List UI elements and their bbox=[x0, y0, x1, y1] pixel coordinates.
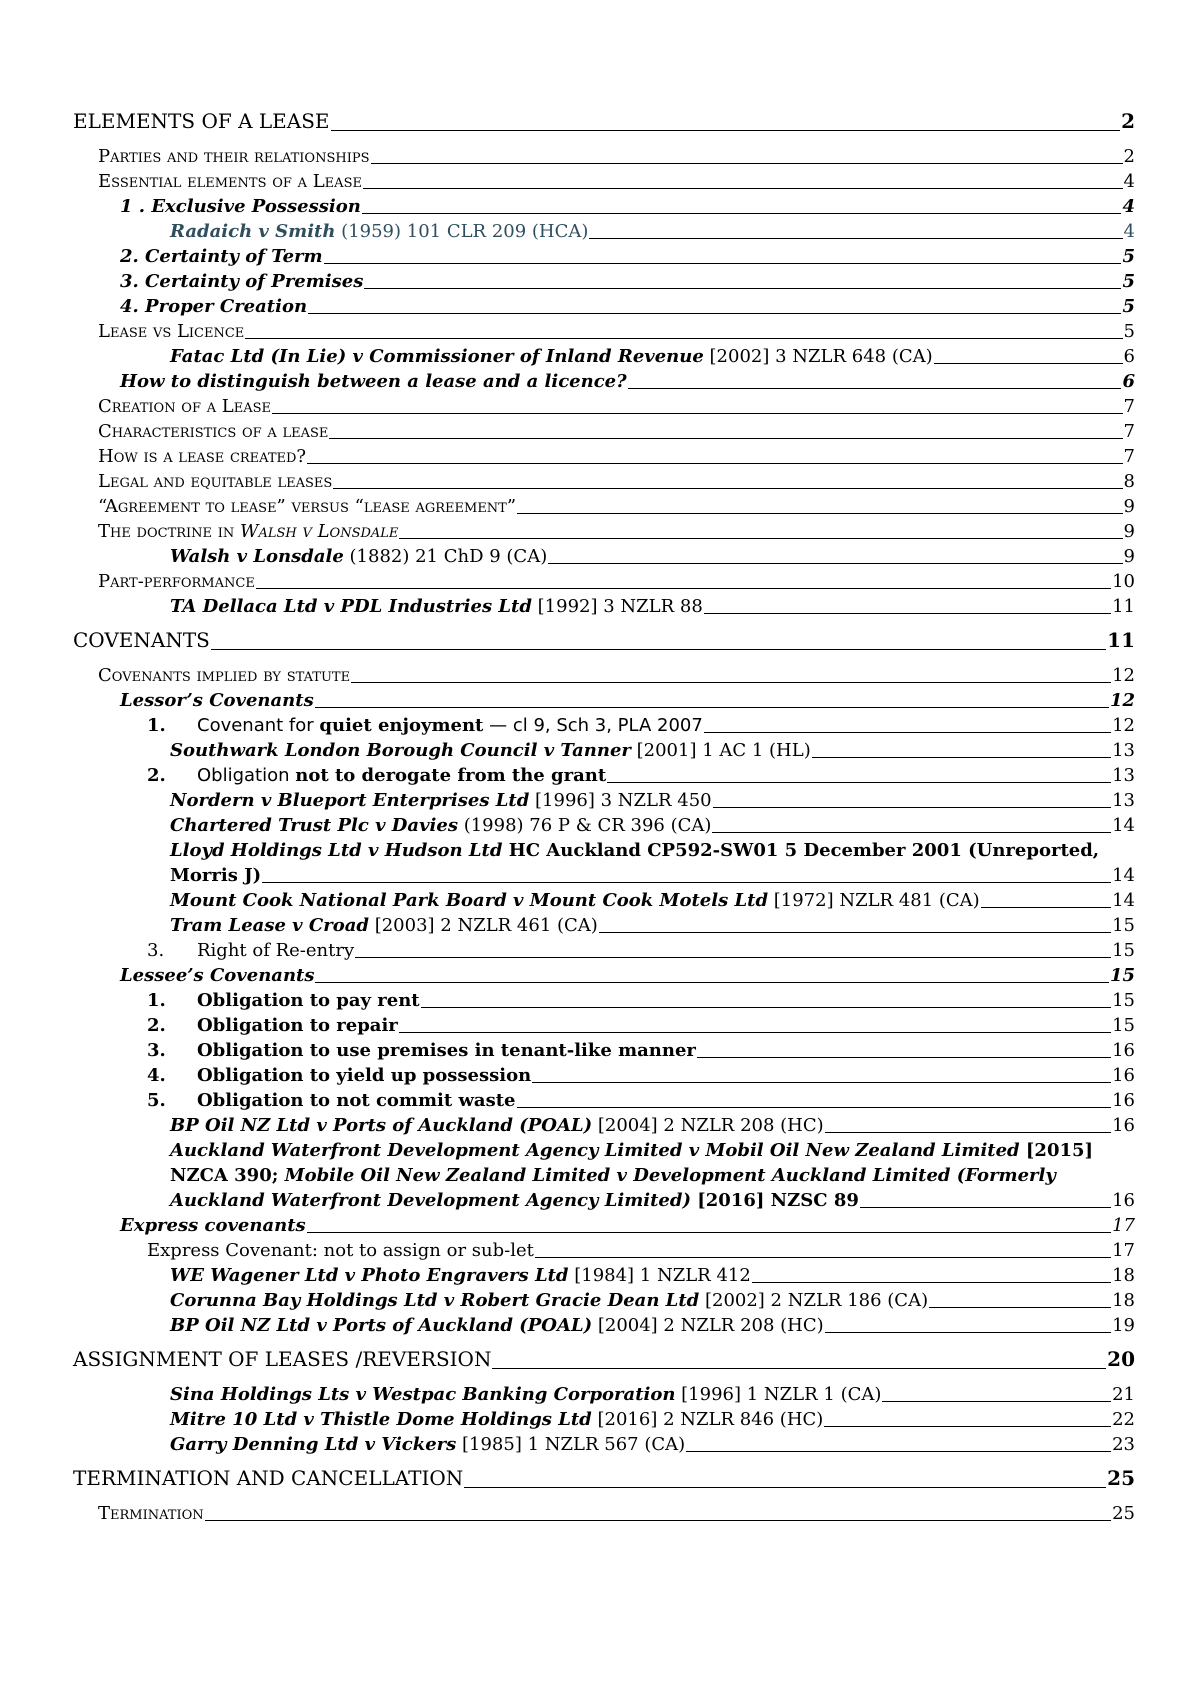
toc-entry-nordern[interactable] bbox=[73, 788, 1135, 813]
toc-page-number: 12 bbox=[1109, 690, 1135, 711]
toc-entry-title: How is a lease created? bbox=[98, 446, 307, 467]
case-citation: (1998) 76 P & CR 396 (CA) bbox=[457, 815, 712, 836]
toc-page-number: 15 bbox=[1112, 990, 1135, 1011]
toc-page-number: 25 bbox=[1107, 1466, 1135, 1490]
case-name: Auckland Waterfront Development Agency Limited v Mobil Oil New Zealand Limited bbox=[170, 1140, 1020, 1161]
toc-entry-lessor[interactable] bbox=[73, 688, 1135, 713]
leader-line bbox=[492, 1368, 1106, 1369]
toc-entry-mount-cook[interactable] bbox=[73, 888, 1135, 913]
leader-line bbox=[307, 1232, 1111, 1233]
toc-page-number: 17 bbox=[1112, 1240, 1135, 1261]
toc-entry-title: Obligation to not commit waste bbox=[197, 1090, 516, 1111]
toc-entry-corunna[interactable] bbox=[73, 1288, 1135, 1313]
item-number: 5. bbox=[147, 1090, 166, 1111]
toc-entry-title: Obligation to use premises in tenant-like manner bbox=[197, 1040, 696, 1061]
leader-line bbox=[825, 1132, 1111, 1133]
leader-line bbox=[421, 1007, 1111, 1008]
toc-entry-mitre[interactable] bbox=[73, 1407, 1135, 1432]
case-name: Mount Cook National Park Board v Mount Cook Motels Ltd bbox=[170, 890, 769, 911]
leader-line bbox=[351, 682, 1111, 683]
case-citation: (1882) 21 ChD 9 (CA) bbox=[343, 546, 548, 567]
leader-line bbox=[812, 757, 1111, 758]
case-name: Corunna Bay Holdings Ltd v Robert Gracie Dean Ltd bbox=[170, 1290, 700, 1311]
item-number: 3. bbox=[147, 1040, 166, 1061]
leader-line bbox=[752, 1282, 1111, 1283]
item-number: 2. bbox=[147, 1015, 166, 1036]
leader-line bbox=[548, 563, 1122, 564]
case-name-2: Mobile Oil New Zealand Limited v Development Auckland Limited (Formerly bbox=[284, 1165, 1056, 1186]
toc-page-number: 17 bbox=[1112, 1215, 1135, 1236]
toc-entry-quiet-enjoyment[interactable] bbox=[73, 713, 1135, 738]
toc-page-number: 12 bbox=[1112, 715, 1135, 736]
toc-page-number: 9 bbox=[1123, 521, 1135, 542]
toc-entry-distinguish[interactable] bbox=[73, 369, 1135, 394]
toc-page-number: 4 bbox=[1123, 171, 1135, 192]
toc-page-number: 11 bbox=[1107, 628, 1135, 652]
case-citation: [2002] 3 NZLR 648 (CA) bbox=[703, 346, 933, 367]
item-number: 1. bbox=[147, 990, 166, 1011]
toc-page-number: 7 bbox=[1123, 446, 1135, 467]
leader-line bbox=[364, 288, 1121, 289]
toc-entry-reentry[interactable] bbox=[73, 938, 1135, 963]
toc-entry-walsh[interactable] bbox=[73, 544, 1135, 569]
case-name: Southwark London Borough Council v Tanner bbox=[170, 740, 631, 761]
leader-line bbox=[929, 1307, 1111, 1308]
toc-entry-creation[interactable] bbox=[73, 394, 1135, 419]
leader-line bbox=[329, 438, 1122, 439]
toc-page-number: 16 bbox=[1112, 1115, 1135, 1136]
toc-heading-termination[interactable] bbox=[73, 1463, 1135, 1493]
case-citation-continued: Morris J) bbox=[170, 865, 262, 886]
toc-entry-part-performance[interactable] bbox=[73, 569, 1135, 594]
toc-entry-title: 2. Certainty of Term bbox=[120, 246, 323, 267]
leader-line bbox=[712, 832, 1111, 833]
toc-entry-title-bold: quiet enjoyment bbox=[319, 715, 484, 736]
toc-entry-derogate[interactable] bbox=[73, 763, 1135, 788]
toc-entry-title: Characteristics of a lease bbox=[98, 421, 329, 442]
leader-line bbox=[307, 463, 1122, 464]
case-name: Chartered Trust Plc v Davies bbox=[170, 815, 458, 836]
toc-entry-assign[interactable] bbox=[73, 1238, 1135, 1263]
case-citation: [1985] 1 NZLR 567 (CA) bbox=[456, 1434, 686, 1455]
toc-entry-chartered[interactable] bbox=[73, 813, 1135, 838]
leader-line bbox=[355, 957, 1111, 958]
item-number: 1. bbox=[147, 715, 166, 736]
toc-entry-southwark[interactable] bbox=[73, 738, 1135, 763]
leader-line bbox=[256, 588, 1111, 589]
toc-entry-fatac[interactable] bbox=[73, 344, 1135, 369]
toc-entry-title: Right of Re-entry bbox=[197, 940, 355, 961]
toc-entry-sina[interactable] bbox=[73, 1382, 1135, 1407]
toc-entry-garry[interactable] bbox=[73, 1432, 1135, 1457]
toc-entry-title: The doctrine in bbox=[98, 521, 240, 542]
toc-page-number: 9 bbox=[1123, 496, 1135, 517]
toc-entry-title: Covenant for bbox=[197, 715, 320, 736]
case-name: Walsh v Lonsdale bbox=[170, 546, 344, 567]
leader-line bbox=[211, 649, 1106, 650]
leader-line bbox=[934, 363, 1123, 364]
toc-entry-title: Termination bbox=[98, 1503, 204, 1524]
toc-entry-title: Parties and their relationships bbox=[98, 146, 370, 167]
toc-page-number: 11 bbox=[1112, 596, 1135, 617]
toc-entry-tenant-like[interactable] bbox=[73, 1038, 1135, 1063]
toc-page-number: 18 bbox=[1112, 1290, 1135, 1311]
toc-entry-repair[interactable] bbox=[73, 1013, 1135, 1038]
leader-line bbox=[589, 238, 1122, 239]
leader-line bbox=[882, 1401, 1111, 1402]
toc-entry-termination[interactable] bbox=[73, 1501, 1135, 1526]
toc-page-number: 20 bbox=[1107, 1347, 1135, 1371]
toc-page-number: 13 bbox=[1112, 765, 1135, 786]
case-name: Walsh v Lonsdale bbox=[240, 521, 399, 542]
case-name: BP Oil NZ Ltd v Ports of Auckland (POAL) bbox=[170, 1315, 593, 1336]
toc-entry-title: Essential elements of a Lease bbox=[98, 171, 362, 192]
toc-page-number: 6 bbox=[1122, 371, 1135, 392]
case-name: Tram Lease v Croad bbox=[170, 915, 369, 936]
item-number: 4. bbox=[147, 1065, 166, 1086]
leader-line bbox=[262, 882, 1111, 883]
toc-entry-title: “Agreement to lease” versus “lease agreement” bbox=[98, 496, 517, 517]
leader-line bbox=[686, 1451, 1111, 1452]
case-name: TA Dellaca Ltd v PDL Industries Ltd bbox=[170, 596, 532, 617]
toc-entry-title-bold: not to derogate from the grant bbox=[295, 765, 607, 786]
case-citation: [1984] 1 NZLR 412 bbox=[568, 1265, 751, 1286]
toc-page-number: 6 bbox=[1123, 346, 1135, 367]
toc-entry-legal-equitable[interactable] bbox=[73, 469, 1135, 494]
case-citation-3: [2016] NZSC 89 bbox=[690, 1190, 859, 1211]
toc-page-number: 15 bbox=[1112, 1015, 1135, 1036]
toc-entry-lease-vs-licence[interactable] bbox=[73, 319, 1135, 344]
toc-page-number: 14 bbox=[1112, 890, 1135, 911]
toc-entry-how-created[interactable] bbox=[73, 444, 1135, 469]
leader-line bbox=[315, 982, 1108, 983]
leader-line bbox=[697, 1057, 1111, 1058]
leader-line bbox=[824, 1426, 1111, 1427]
toc-page-number: 10 bbox=[1112, 571, 1135, 592]
toc-page-number: 14 bbox=[1112, 815, 1135, 836]
toc-page-number: 7 bbox=[1123, 421, 1135, 442]
toc-page-number: 4 bbox=[1123, 221, 1135, 242]
toc-entry-title: Legal and equitable leases bbox=[98, 471, 333, 492]
leader-line bbox=[599, 932, 1111, 933]
leader-line bbox=[517, 513, 1122, 514]
toc-entry-title: ASSIGNMENT OF LEASES /REVERSION bbox=[73, 1347, 492, 1371]
toc-entry-lessee[interactable] bbox=[73, 963, 1135, 988]
leader-line bbox=[628, 388, 1122, 389]
leader-line bbox=[245, 338, 1122, 339]
toc-page-number: 25 bbox=[1112, 1503, 1135, 1524]
toc-page-number: 23 bbox=[1112, 1434, 1135, 1455]
leader-line bbox=[371, 163, 1123, 164]
toc-entry-yield[interactable] bbox=[73, 1063, 1135, 1088]
leader-line bbox=[860, 1207, 1111, 1208]
toc-page-number: 2 bbox=[1121, 109, 1135, 133]
toc-page-number: 5 bbox=[1122, 296, 1135, 317]
toc-page-number: 7 bbox=[1123, 396, 1135, 417]
case-citation: (1959) 101 CLR 209 (HCA) bbox=[335, 221, 589, 242]
toc-page-number: 13 bbox=[1112, 740, 1135, 761]
toc-page-number: 4 bbox=[1122, 196, 1135, 217]
toc-entry-title: Obligation to pay rent bbox=[197, 990, 420, 1011]
toc-page-number: 13 bbox=[1112, 790, 1135, 811]
case-citation: [2016] 2 NZLR 846 (HC) bbox=[591, 1409, 824, 1430]
toc-entry-title: Obligation bbox=[197, 765, 296, 786]
case-citation: [2003] 2 NZLR 461 (CA) bbox=[368, 915, 598, 936]
toc-entry-certainty-term[interactable] bbox=[73, 244, 1135, 269]
toc-page-number: 15 bbox=[1112, 915, 1135, 936]
toc-entry-title: 3. Certainty of Premises bbox=[120, 271, 364, 292]
toc-entry-title: Part-performance bbox=[98, 571, 255, 592]
toc-page-number: 2 bbox=[1123, 146, 1135, 167]
toc-entry-agreement[interactable] bbox=[73, 494, 1135, 519]
leader-line bbox=[825, 1332, 1111, 1333]
leader-line bbox=[713, 807, 1111, 808]
case-citation: [1996] 3 NZLR 450 bbox=[529, 790, 712, 811]
leader-line bbox=[272, 413, 1123, 414]
toc-entry-title: Obligation to yield up possession bbox=[197, 1065, 532, 1086]
toc-page-number: 5 bbox=[1123, 321, 1135, 342]
leader-line bbox=[205, 1520, 1111, 1521]
case-name: Radaich v Smith bbox=[170, 221, 336, 242]
case-citation: HC Auckland CP592-SW01 5 December 2001 (Unreported, bbox=[502, 840, 1100, 861]
toc-entry-title-rest: — cl 9, Sch 3, PLA 2007 bbox=[483, 715, 703, 736]
toc-entry-title: Creation of a Lease bbox=[98, 396, 272, 417]
toc-entry-title: Lessee’s Covenants bbox=[120, 965, 315, 986]
leader-line bbox=[981, 907, 1111, 908]
leader-line bbox=[517, 1107, 1112, 1108]
toc-entry-dellaca[interactable] bbox=[73, 594, 1135, 619]
leader-line bbox=[362, 213, 1122, 214]
case-citation: [1972] NZLR 481 (CA) bbox=[768, 890, 980, 911]
toc-entry-certainty-premises[interactable] bbox=[73, 269, 1135, 294]
toc-entry-bp-oil-1[interactable] bbox=[73, 1113, 1135, 1138]
leader-line bbox=[331, 130, 1121, 131]
toc-entry-title: Lease vs Licence bbox=[98, 321, 245, 342]
toc-entry-characteristics[interactable] bbox=[73, 419, 1135, 444]
toc-entry-lloyd[interactable] bbox=[73, 838, 1135, 888]
case-citation: [2004] 2 NZLR 208 (HC) bbox=[592, 1315, 824, 1336]
toc-page-number: 18 bbox=[1112, 1265, 1135, 1286]
toc-heading-covenants[interactable] bbox=[73, 625, 1135, 655]
leader-line bbox=[607, 782, 1111, 783]
case-name-3: Auckland Waterfront Development Agency Limited) bbox=[170, 1190, 691, 1211]
case-name: Fatac Ltd (In Lie) v Commissioner of Inland Revenue bbox=[170, 346, 704, 367]
toc-entry-essential[interactable] bbox=[73, 169, 1135, 194]
leader-line bbox=[324, 263, 1122, 264]
table-of-contents bbox=[73, 106, 1135, 1526]
toc-entry-proper-creation[interactable] bbox=[73, 294, 1135, 319]
case-citation: [2001] 1 AC 1 (HL) bbox=[630, 740, 811, 761]
toc-entry-title: TERMINATION AND CANCELLATION bbox=[73, 1466, 464, 1490]
case-citation: [2002] 2 NZLR 186 (CA) bbox=[699, 1290, 929, 1311]
case-citation: [2015] bbox=[1019, 1140, 1094, 1161]
leader-line bbox=[308, 313, 1121, 314]
toc-page-number: 15 bbox=[1109, 965, 1135, 986]
toc-entry-doctrine[interactable] bbox=[73, 519, 1135, 544]
case-citation: [2004] 2 NZLR 208 (HC) bbox=[592, 1115, 824, 1136]
leader-line bbox=[464, 1487, 1106, 1488]
toc-entry-exclusive-possession[interactable] bbox=[73, 194, 1135, 219]
case-citation: [1996] 1 NZLR 1 (CA) bbox=[675, 1384, 882, 1405]
toc-entry-rent[interactable] bbox=[73, 988, 1135, 1013]
toc-page-number: 16 bbox=[1112, 1090, 1135, 1111]
toc-page-number: 5 bbox=[1122, 271, 1135, 292]
toc-entry-auckland-waterfront[interactable] bbox=[73, 1138, 1135, 1213]
toc-page-number: 5 bbox=[1122, 246, 1135, 267]
toc-entry-title: 4. Proper Creation bbox=[120, 296, 308, 317]
case-name: Mitre 10 Ltd v Thistle Dome Holdings Ltd bbox=[170, 1409, 592, 1430]
toc-entry-title: COVENANTS bbox=[73, 628, 210, 652]
toc-entry-title: Obligation to repair bbox=[197, 1015, 398, 1036]
toc-entry-express[interactable] bbox=[73, 1213, 1135, 1238]
toc-entry-wagener[interactable] bbox=[73, 1263, 1135, 1288]
toc-page-number: 9 bbox=[1123, 546, 1135, 567]
case-name: Lloyd Holdings Ltd v Hudson Ltd bbox=[170, 840, 503, 861]
toc-heading-assignment[interactable] bbox=[73, 1344, 1135, 1374]
toc-page-number: 12 bbox=[1112, 665, 1135, 686]
toc-entry-waste[interactable] bbox=[73, 1088, 1135, 1113]
leader-line bbox=[532, 1082, 1111, 1083]
toc-entry-tram[interactable] bbox=[73, 913, 1135, 938]
toc-entry-title: Covenants implied by statute bbox=[98, 665, 351, 686]
leader-line bbox=[704, 613, 1111, 614]
toc-heading-elements[interactable] bbox=[73, 106, 1135, 136]
toc-page-number: 21 bbox=[1112, 1384, 1135, 1405]
toc-page-number: 16 bbox=[1112, 1190, 1135, 1211]
toc-entry-implied[interactable] bbox=[73, 663, 1135, 688]
toc-page-number: 19 bbox=[1112, 1315, 1135, 1336]
leader-line bbox=[704, 732, 1111, 733]
toc-page-number: 16 bbox=[1112, 1065, 1135, 1086]
toc-entry-title: 1 . Exclusive Possession bbox=[120, 196, 361, 217]
case-name: Nordern v Blueport Enterprises Ltd bbox=[170, 790, 530, 811]
toc-entry-title: ELEMENTS OF A LEASE bbox=[73, 109, 330, 133]
toc-entry-title: Express Covenant: not to assign or sub-let bbox=[147, 1240, 534, 1261]
leader-line bbox=[333, 488, 1122, 489]
item-number: 2. bbox=[147, 765, 166, 786]
toc-page-number: 16 bbox=[1112, 1040, 1135, 1061]
case-name: WE Wagener Ltd v Photo Engravers Ltd bbox=[170, 1265, 569, 1286]
case-citation: [1992] 3 NZLR 88 bbox=[531, 596, 703, 617]
leader-line bbox=[399, 538, 1122, 539]
case-name: Sina Holdings Lts v Westpac Banking Corporation bbox=[170, 1384, 676, 1405]
case-name: Garry Denning Ltd v Vickers bbox=[170, 1434, 457, 1455]
item-number: 3. bbox=[147, 940, 165, 961]
toc-entry-bp-oil-2[interactable] bbox=[73, 1313, 1135, 1338]
leader-line bbox=[399, 1032, 1111, 1033]
toc-page-number: 22 bbox=[1112, 1409, 1135, 1430]
toc-page-number: 15 bbox=[1112, 940, 1135, 961]
case-name: BP Oil NZ Ltd v Ports of Auckland (POAL) bbox=[170, 1115, 593, 1136]
case-citation-continued: NZCA 390; bbox=[170, 1165, 285, 1186]
toc-page-number: 8 bbox=[1123, 471, 1135, 492]
toc-entry-title: Lessor’s Covenants bbox=[120, 690, 314, 711]
leader-line bbox=[535, 1257, 1111, 1258]
toc-entry-parties[interactable] bbox=[73, 144, 1135, 169]
leader-line bbox=[363, 188, 1123, 189]
toc-page-number: 14 bbox=[1112, 865, 1135, 886]
toc-entry-radaich[interactable] bbox=[73, 219, 1135, 244]
toc-entry-title: How to distinguish between a lease and a licence? bbox=[120, 371, 627, 392]
toc-entry-title: Express covenants bbox=[120, 1215, 306, 1236]
leader-line bbox=[315, 707, 1109, 708]
